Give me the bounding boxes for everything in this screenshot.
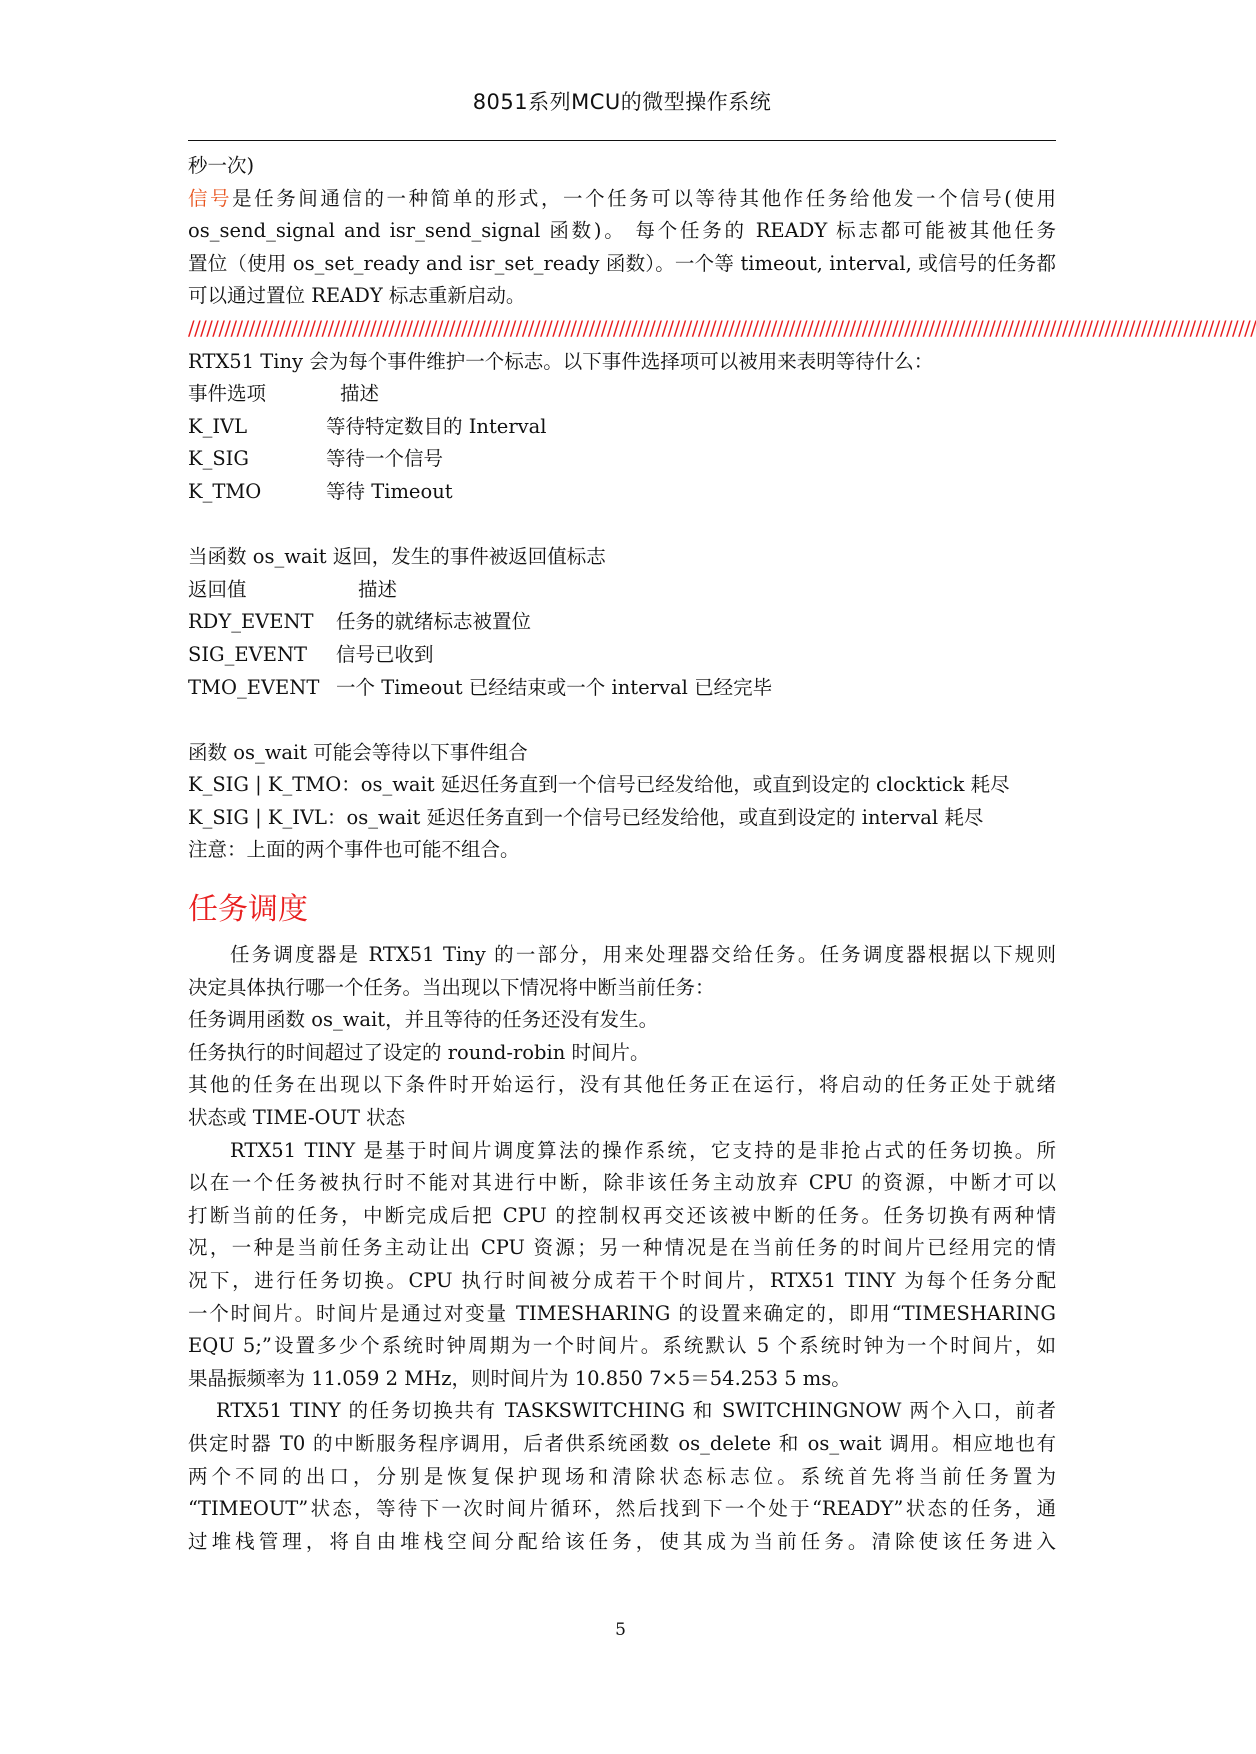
page-body [188,150,1256,1558]
table-row [188,443,1056,476]
table-header-cell: 返回值 [188,577,247,601]
table-row [188,606,1056,639]
page-number: 5 [615,1620,626,1640]
text-line: 其他的任务在出现以下条件时开始运行，没有其他任务正在运行，将启动的任务正处于就绪 [188,1073,1056,1097]
running-header: 8051系列MCU的微型操作系统 [472,90,772,114]
text-line: 状态或 TIME-OUT 状态 [188,1106,406,1130]
text-line [188,183,1056,216]
table-row [188,639,1056,672]
text-line: 任务调用函数 os_wait，并且等待的任务还没有发生。 [188,1008,659,1032]
text-line: 过堆栈管理，将自由堆栈空间分配给该任务，使其成为当前任务。清除使该任务进入 [188,1529,1056,1553]
header-rule [188,140,1056,141]
text-line: K_SIG | K_IVL：os_wait 延迟任务直到一个信号已经发给他，或直到设定的 interval 耗尽 [188,805,984,829]
table-cell: 等待 Timeout [326,479,453,503]
table-cell: K_IVL [188,414,248,438]
table-cell: 任务的就绪标志被置位 [336,610,532,634]
table-cell: K_TMO [188,479,262,503]
text-line: RTX51 Tiny 会为每个事件维护一个标志。以下事件选择项可以被用来表明等待什么： [188,349,934,373]
table-header-cell: 描述 [340,382,380,406]
text-line: 任务调度器是 RTX51 Tiny 的一部分，用来处理器交给任务。任务调度器根据以下规则 [230,943,1056,967]
text-line: 供定时器 T0 的中断服务程序调用，后者供系统函数 os_delete 和 os_wait 调用。相应地也有 [188,1431,1056,1455]
text-line: 况，一种是当前任务主动让出 CPU 资源；另一种情况是在当前任务的时间片已经用完的情 [188,1236,1056,1260]
spacer [188,704,1056,737]
text-line: 一个时间片。时间片是通过对变量 TIMESHARING 的设置来确定的，即用“TIMESHARING [188,1301,1056,1325]
return-table-header [188,574,1056,607]
text-line: 注意：上面的两个事件也可能不组合。 [188,838,520,862]
event-table-header [188,378,1056,411]
text-line: 秒一次) [188,154,255,177]
text-line: RTX51 TINY 是基于时间片调度算法的操作系统，它支持的是非抢占式的任务切换。所 [230,1138,1056,1162]
text-line: 决定具体执行哪一个任务。当出现以下情况将中断当前任务： [188,975,715,999]
highlighted-term: 信号 [188,186,233,210]
text-line: 两个不同的出口，分别是恢复保护现场和清除状态标志位。系统首先将当前任务置为 [188,1464,1056,1488]
table-cell: 一个 Timeout 已经结束或一个 interval 已经完毕 [336,675,773,699]
text-line: os_send_signal and isr_send_signal 函数)。 每个任务的 READY 标志都可能被其他任务 [188,219,1056,243]
table-row [188,476,1056,509]
hash-divider: //////////////////////////////////////////////////////////////////////////////////////////////////////////////////////////////////////////////////////////////////////////////// [188,316,1256,340]
table-cell: TMO_EVENT [188,675,320,699]
section-heading: 任务调度 [188,892,308,928]
text-line: 函数 os_wait 可能会等待以下事件组合 [188,740,528,764]
table-cell: 等待一个信号 [326,447,444,471]
table-cell: RDY_EVENT [188,610,314,634]
table-cell: 信号已收到 [336,642,434,666]
table-row [188,411,1056,444]
table-header-cell: 事件选项 [188,382,267,406]
text-line: EQU 5;”设置多少个系统时钟周期为一个时间片。系统默认 5 个系统时钟为一个时间片，如 [188,1334,1056,1358]
spacer [188,509,1056,542]
table-row [188,672,1056,705]
text-line: 任务执行的时间超过了设定的 round-robin 时间片。 [188,1040,650,1064]
table-cell: SIG_EVENT [188,642,308,666]
text-line: 果晶振频率为 11.059 2 MHz，则时间片为 10.850 7×5＝54.253 5 ms。 [188,1366,851,1390]
table-header-cell: 描述 [358,577,398,601]
text-line: 可以通过置位 READY 标志重新启动。 [188,284,526,308]
text-line: 当函数 os_wait 返回，发生的事件被返回值标志 [188,545,606,569]
text-span: 是任务间通信的一种简单的形式，一个任务可以等待其他作任务给他发一个信号(使用 [232,186,1056,210]
table-cell: 等待特定数目的 Interval [326,414,547,438]
table-cell: K_SIG [188,447,249,471]
text-line: K_SIG | K_TMO：os_wait 延迟任务直到一个信号已经发给他，或直到设定的 clocktick 耗尽 [188,773,1010,797]
text-line: 况下，进行任务切换。CPU 执行时间被分成若干个时间片，RTX51 TINY 为每个任务分配 [188,1269,1056,1292]
text-line: 打断当前的任务，中断完成后把 CPU 的控制权再交还该被中断的任务。任务切换有两种情 [188,1203,1056,1227]
text-line: “TIMEOUT”状态，等待下一次时间片循环，然后找到下一个处于“READY”状态的任务，通 [188,1497,1056,1521]
text-line: 置位（使用 os_set_ready and isr_set_ready 函数）。一个等 timeout, interval, 或信号的任务都 [188,251,1056,275]
text-line: 以在一个任务被执行时不能对其进行中断，除非该任务主动放弃 CPU 的资源，中断才可以 [188,1171,1056,1195]
text-line: RTX51 TINY 的任务切换共有 TASKSWITCHING 和 SWITCHINGNOW 两个入口，前者 [216,1399,1056,1423]
